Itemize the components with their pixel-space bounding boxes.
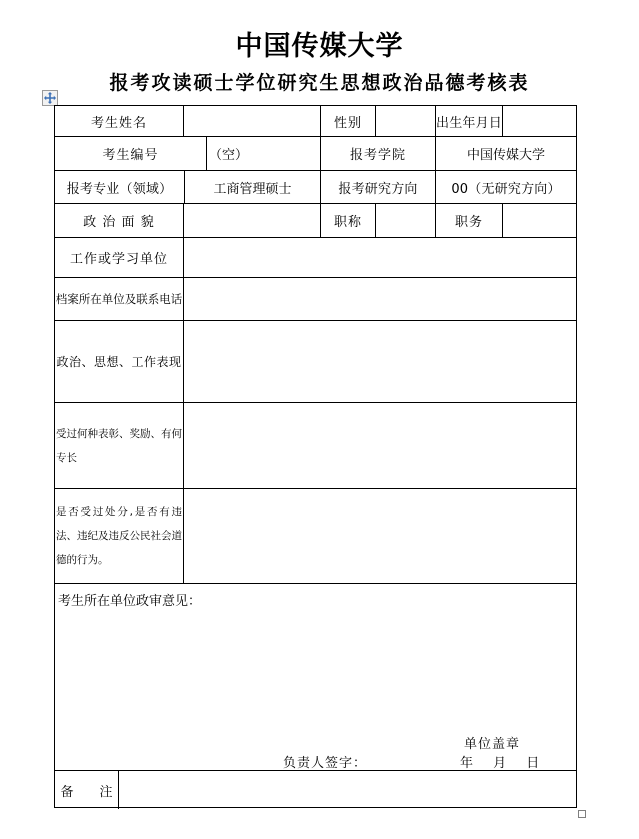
candidate-name-label: 考生姓名 <box>55 106 184 136</box>
awards-label-text: 受过何种表彰、奖励、有何专长 <box>56 427 182 464</box>
responsible-signature-label: 负责人签字： <box>283 756 368 771</box>
major-field[interactable]: 工商管理硕士 <box>185 171 321 203</box>
college-field[interactable]: 中国传媒大学 <box>466 148 545 163</box>
table-row <box>55 321 576 403</box>
birth-date-field[interactable] <box>503 106 576 136</box>
unit-review-label: 考生所在单位政审意见： <box>58 594 202 609</box>
research-direction-field[interactable]: 00（无研究方向） <box>451 181 561 197</box>
table-row <box>55 137 576 171</box>
archive-unit-label: 档案所在单位及联系电话 <box>55 278 184 320</box>
table-row <box>55 238 576 278</box>
gender-field[interactable] <box>376 106 436 136</box>
major-label: 报考专业（领域） <box>55 171 185 203</box>
professional-title-field[interactable] <box>376 204 436 237</box>
professional-title-label: 职称 <box>321 204 376 237</box>
candidate-number-label: 考生编号 <box>55 137 207 170</box>
table-row <box>55 278 576 321</box>
table-row <box>55 771 576 809</box>
table-row <box>55 106 576 137</box>
discipline-label-text: 是否受过处分,是否有违法、违纪及违反公民社会道德的行为。 <box>56 506 182 566</box>
table-row <box>55 489 576 584</box>
performance-label: 政治、思想、工作表现 <box>55 321 184 402</box>
post-label: 职务 <box>436 204 503 237</box>
university-title: 中国传媒大学 <box>235 31 404 62</box>
political-status-label: 政 治 面 貌 <box>55 204 184 237</box>
date-ymd-label: 年 月 日 <box>460 756 541 771</box>
awards-field[interactable] <box>184 403 576 488</box>
remark-field[interactable] <box>119 771 576 809</box>
table-row <box>55 204 576 238</box>
unit-seal-label: 单位盖章 <box>464 737 521 752</box>
form-title: 报考攻读硕士学位研究生思想政治品德考核表 <box>109 72 530 94</box>
work-unit-field[interactable] <box>184 238 576 277</box>
research-direction-label: 报考研究方向 <box>321 171 436 203</box>
table-row <box>55 171 576 204</box>
awards-label <box>55 403 184 488</box>
table-move-handle[interactable] <box>42 90 58 106</box>
candidate-number-field[interactable]: （空） <box>207 137 321 170</box>
post-field[interactable] <box>503 204 576 237</box>
archive-unit-field[interactable] <box>184 278 576 320</box>
gender-label: 性别 <box>321 106 376 136</box>
table-row <box>55 403 576 489</box>
political-status-field[interactable] <box>184 204 321 237</box>
college-label: 报考学院 <box>321 137 436 170</box>
work-unit-label: 工作或学习单位 <box>55 238 184 277</box>
table-row <box>55 584 576 771</box>
discipline-label <box>55 489 184 583</box>
candidate-name-field[interactable] <box>184 106 321 136</box>
birth-date-label: 出生年月日 <box>436 106 503 136</box>
remark-label: 备 注 <box>55 771 119 809</box>
unit-review-cell[interactable] <box>55 584 576 770</box>
discipline-field[interactable] <box>184 489 576 583</box>
table-resize-handle[interactable] <box>578 810 586 818</box>
performance-field[interactable] <box>184 321 576 402</box>
assessment-form-table <box>54 105 577 808</box>
